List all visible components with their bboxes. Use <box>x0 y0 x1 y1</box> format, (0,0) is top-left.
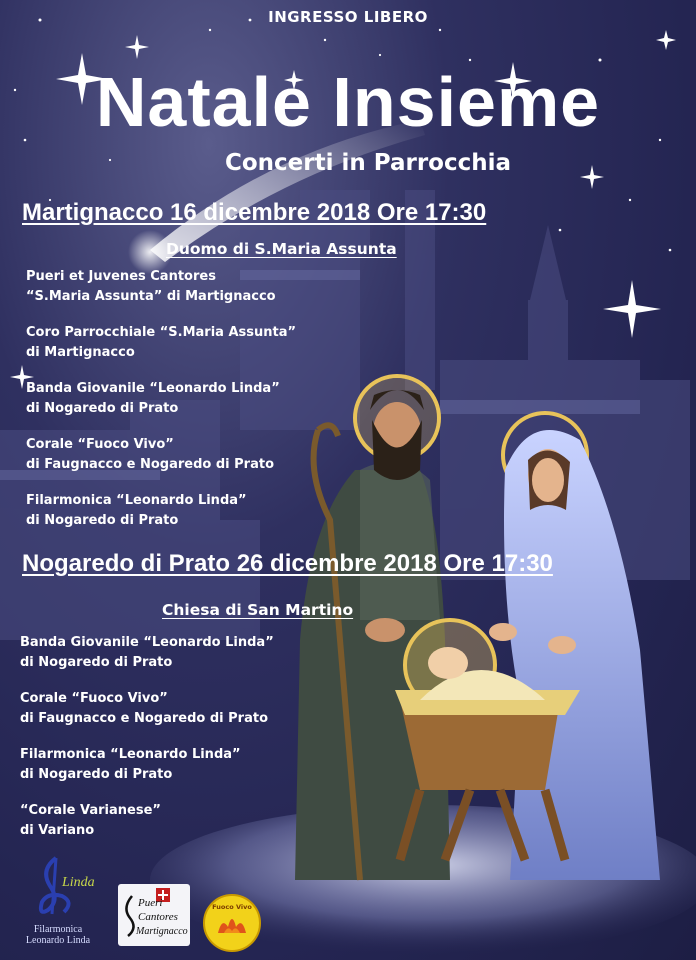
svg-text:Cantores: Cantores <box>138 911 178 923</box>
event2-performer-list <box>20 633 274 841</box>
list-item: Corale “Fuoco Vivo” di Faugnacco e Nogaredo di Prato <box>20 691 269 726</box>
pueri-cantores-logo <box>118 884 190 946</box>
event2-venue: Chiesa di San Martino <box>162 601 354 619</box>
event1-heading: Martignacco 16 dicembre 2018 Ore 17:30 <box>22 199 487 226</box>
list-item: Corale “Fuoco Vivo” di Faugnacco e Nogaredo di Prato <box>26 437 275 472</box>
filarmonica-logo: Linda Filarmonica Leonardo Linda <box>18 850 98 946</box>
flame-emblem-icon <box>202 893 262 953</box>
event1-venue: Duomo di S.Maria Assunta <box>166 240 397 258</box>
treble-clef-icon <box>18 850 98 920</box>
svg-text:Linda: Linda <box>62 875 95 890</box>
list-item: Coro Parrocchiale “S.Maria Assunta” di Martignacco <box>26 325 297 360</box>
list-item: Banda Giovanile “Leonardo Linda” di Nogaredo di Prato <box>26 381 280 416</box>
svg-text:Martignacco: Martignacco <box>136 926 188 937</box>
fuoco-vivo-logo <box>202 893 262 957</box>
list-item: “Corale Varianese” di Variano <box>20 803 161 838</box>
list-item: Banda Giovanile “Leonardo Linda” di Nogaredo di Prato <box>20 635 274 670</box>
svg-text:Fuoco Vivo: Fuoco Vivo <box>212 903 252 911</box>
event1-performer-list <box>26 267 296 531</box>
list-item: Filarmonica “Leonardo Linda” di Nogaredo di Prato <box>26 493 247 528</box>
list-item: Pueri et Juvenes Cantores “S.Maria Assunta” di Martignacco <box>26 269 276 304</box>
pueri-cantores-emblem-icon <box>118 884 190 946</box>
svg-text:Pueri: Pueri <box>138 897 163 909</box>
event2-heading: Nogaredo di Prato 26 dicembre 2018 Ore 17:30 <box>22 550 553 577</box>
free-entry-banner: INGRESSO LIBERO <box>268 8 428 26</box>
list-item: Filarmonica “Leonardo Linda” di Nogaredo di Prato <box>20 747 241 782</box>
poster-title: Natale Insieme <box>95 63 601 141</box>
poster-subtitle: Concerti in Parrocchia <box>224 150 512 176</box>
